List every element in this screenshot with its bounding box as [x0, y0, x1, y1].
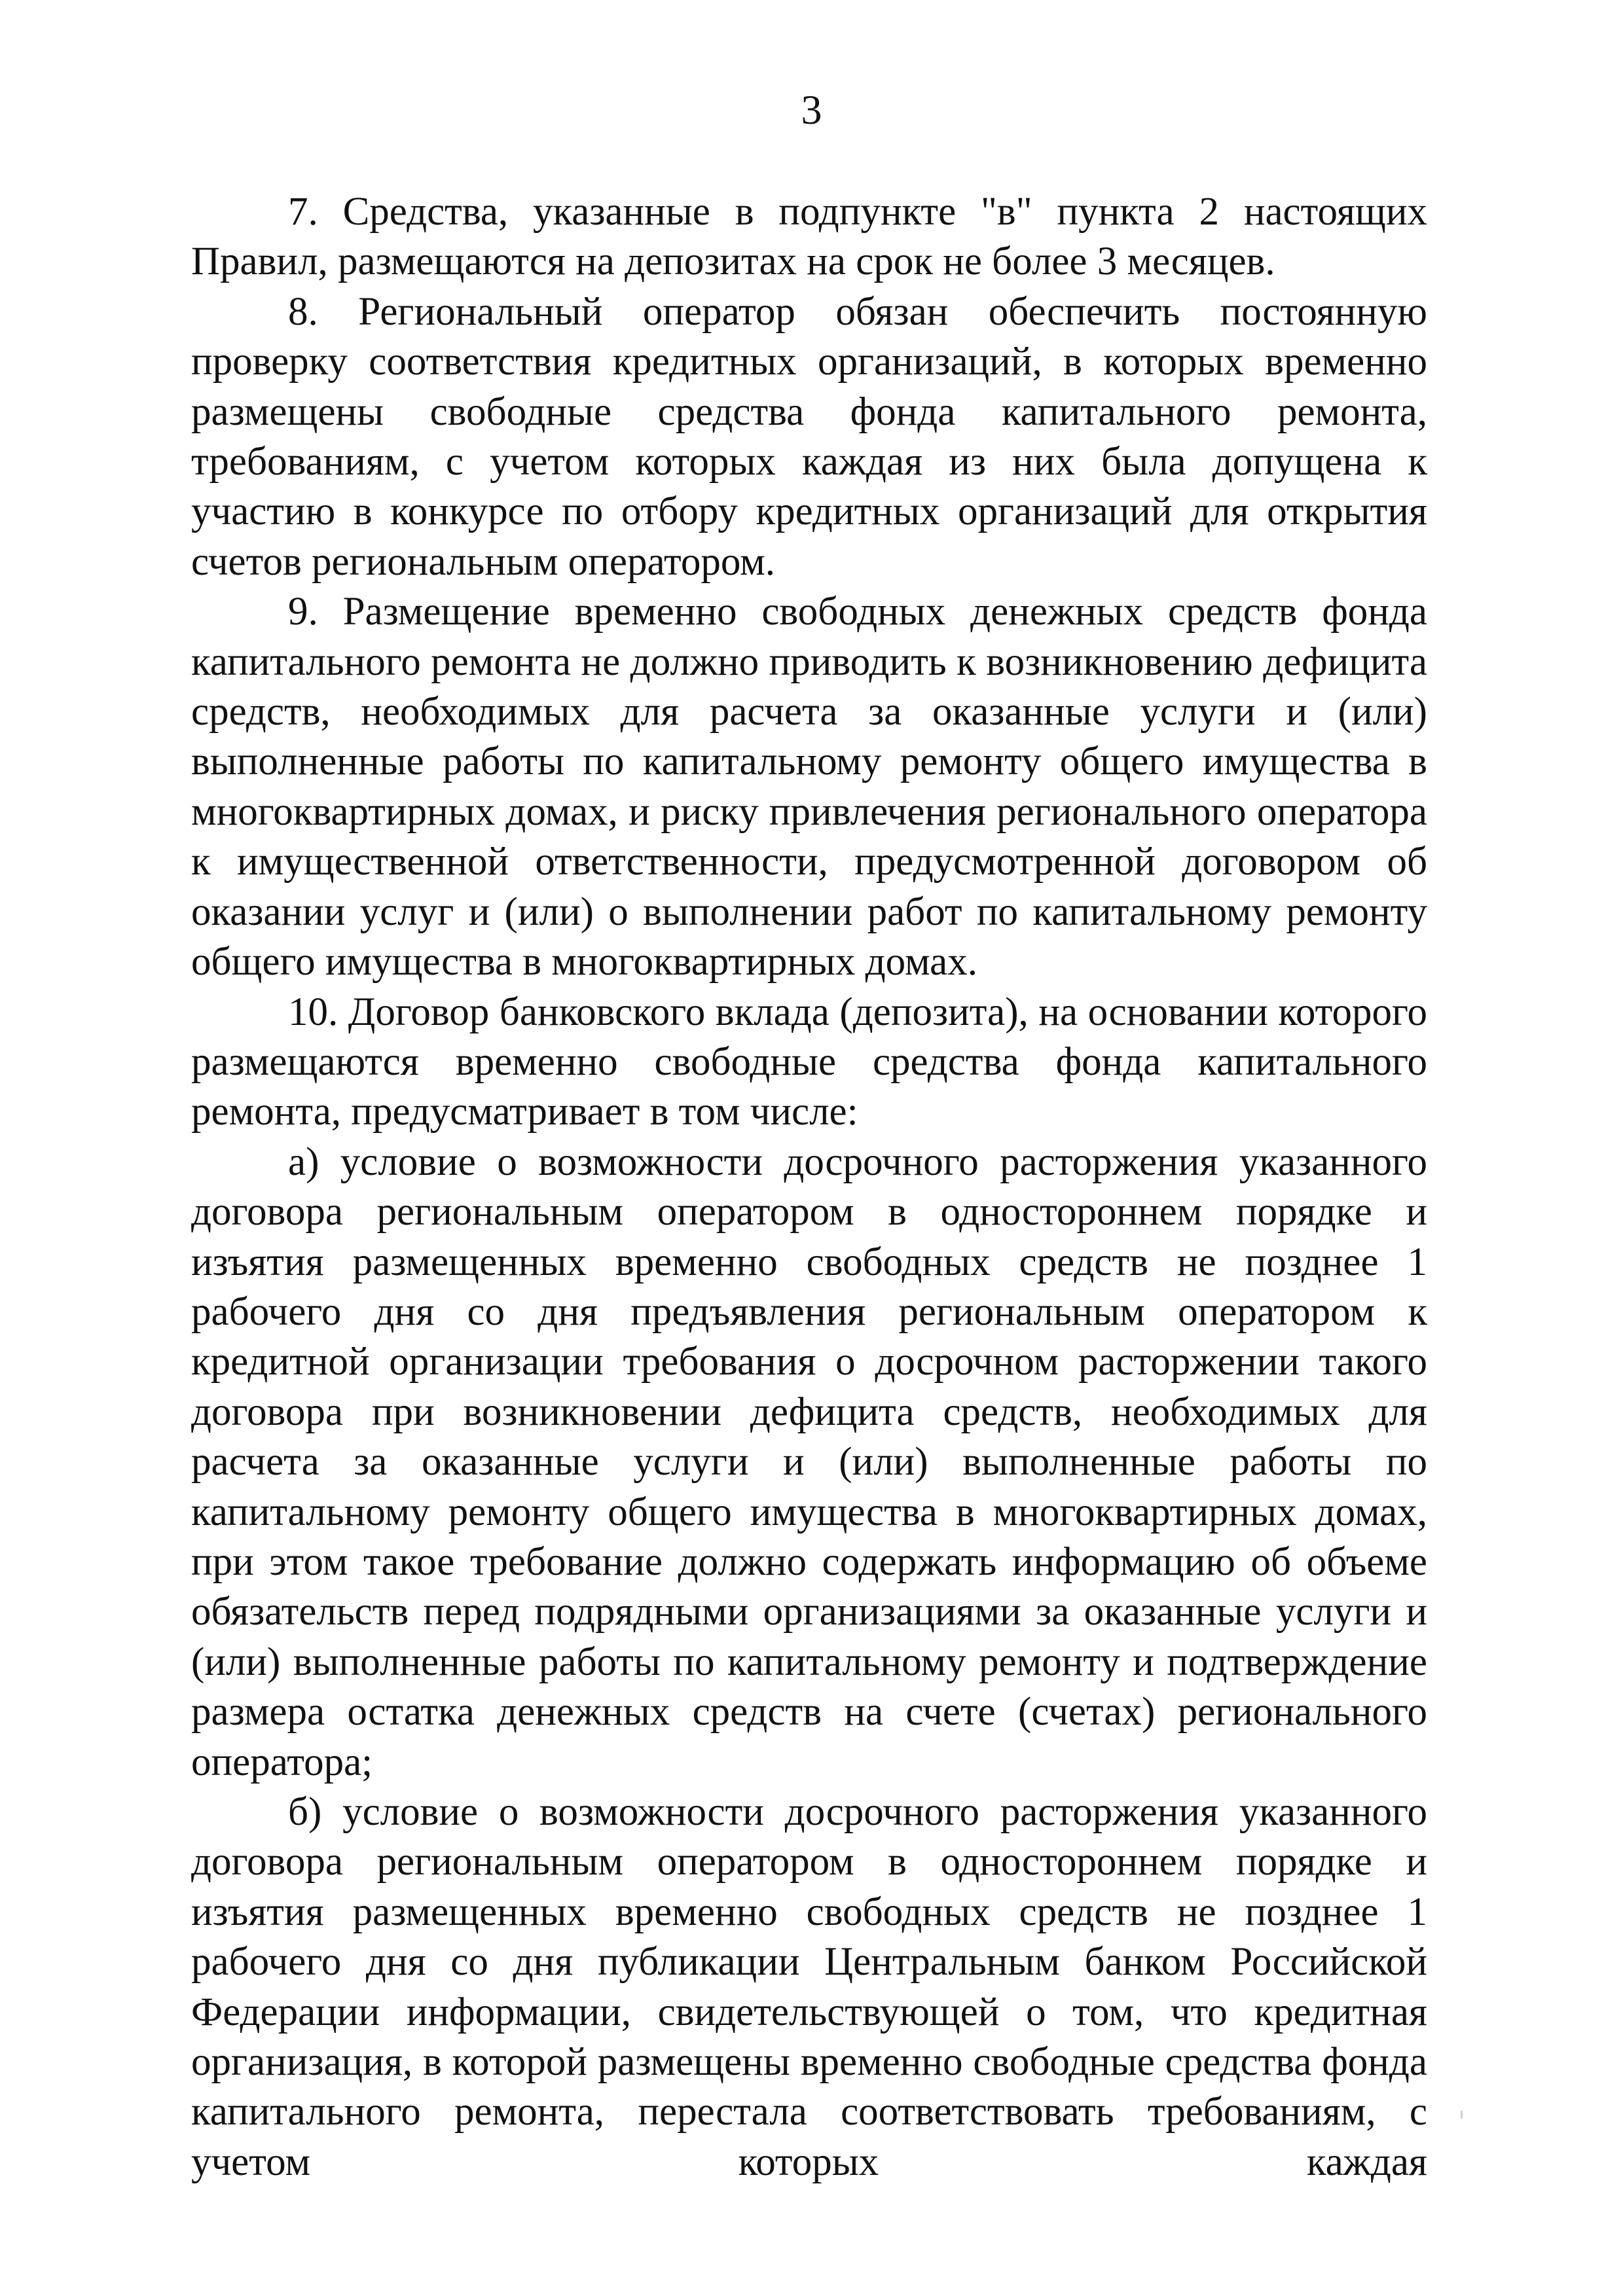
paragraph-8: 8. Региональный оператор обязан обеспечить постоянную проверку соответствия кредитных организаций, в которых временно размещены свободные средства фонда капитального ремонта, требованиям, с учетом которых каждая из них была допущена к участию в конкурсе по отбору кредитных организаций для открытия счетов региональным оператором.	[191, 289, 1427, 584]
paragraph-7: 7. Средства, указанные в подпункте "в" пункта 2 настоящих Правил, размещаются на депозитах на срок не более 3 месяцев.	[191, 190, 1427, 284]
paragraph-10: 10. Договор банковского вклада (депозита), на основании которого размещаются временно свободные средства фонда капитального ремонта, предусматривает в том числе:	[191, 990, 1427, 1134]
page-number: 3	[801, 86, 822, 133]
subparagraph-b: б) условие о возможности досрочного расторжения указанного договора региональным оператором в одностороннем порядке и изъятия размещенных временно свободных средств не позднее 1 рабочего дня со дня публикации Центральным банком Российской Федерации информации, свидетельствующей о том, что кредитная организация, в которой размещены временно свободные средства фонда капитального ремонта, перестала соответствовать требованиям, с учетом которых каждая	[191, 1790, 1427, 2184]
subparagraph-a: а) условие о возможности досрочного расторжения указанного договора региональным оператором в одностороннем порядке и изъятия размещенных временно свободных средств не позднее 1 рабочего дня со дня предъявления региональным оператором к кредитной организации требования о досрочном расторжении такого договора при возникновении дефицита средств, необходимых для расчета за оказанные услуги и (или) выполненные работы по капитальному ремонту общего имущества в многоквартирных домах, при этом такое требование должно содержать информацию об объеме обязательств перед подрядными организациями за оказанные услуги и (или) выполненные работы по капитальному ремонту и подтверждение размера остатка денежных средств на счете (счетах) регионального оператора;	[191, 1139, 1427, 1784]
scan-artifact	[1461, 2111, 1463, 2119]
paragraph-9: 9. Размещение временно свободных денежных средств фонда капитального ремонта не должно приводить к возникновению дефицита средств, необходимых для расчета за оказанные услуги и (или) выполненные работы по капитальному ремонту общего имущества в многоквартирных домах, и риску привлечения регионального оператора к имущественной ответственности, предусмотренной договором об оказании услуг и (или) о выполнении работ по капитальному ремонту общего имущества в многоквартирных домах.	[191, 590, 1427, 984]
document-body	[191, 187, 1427, 2187]
